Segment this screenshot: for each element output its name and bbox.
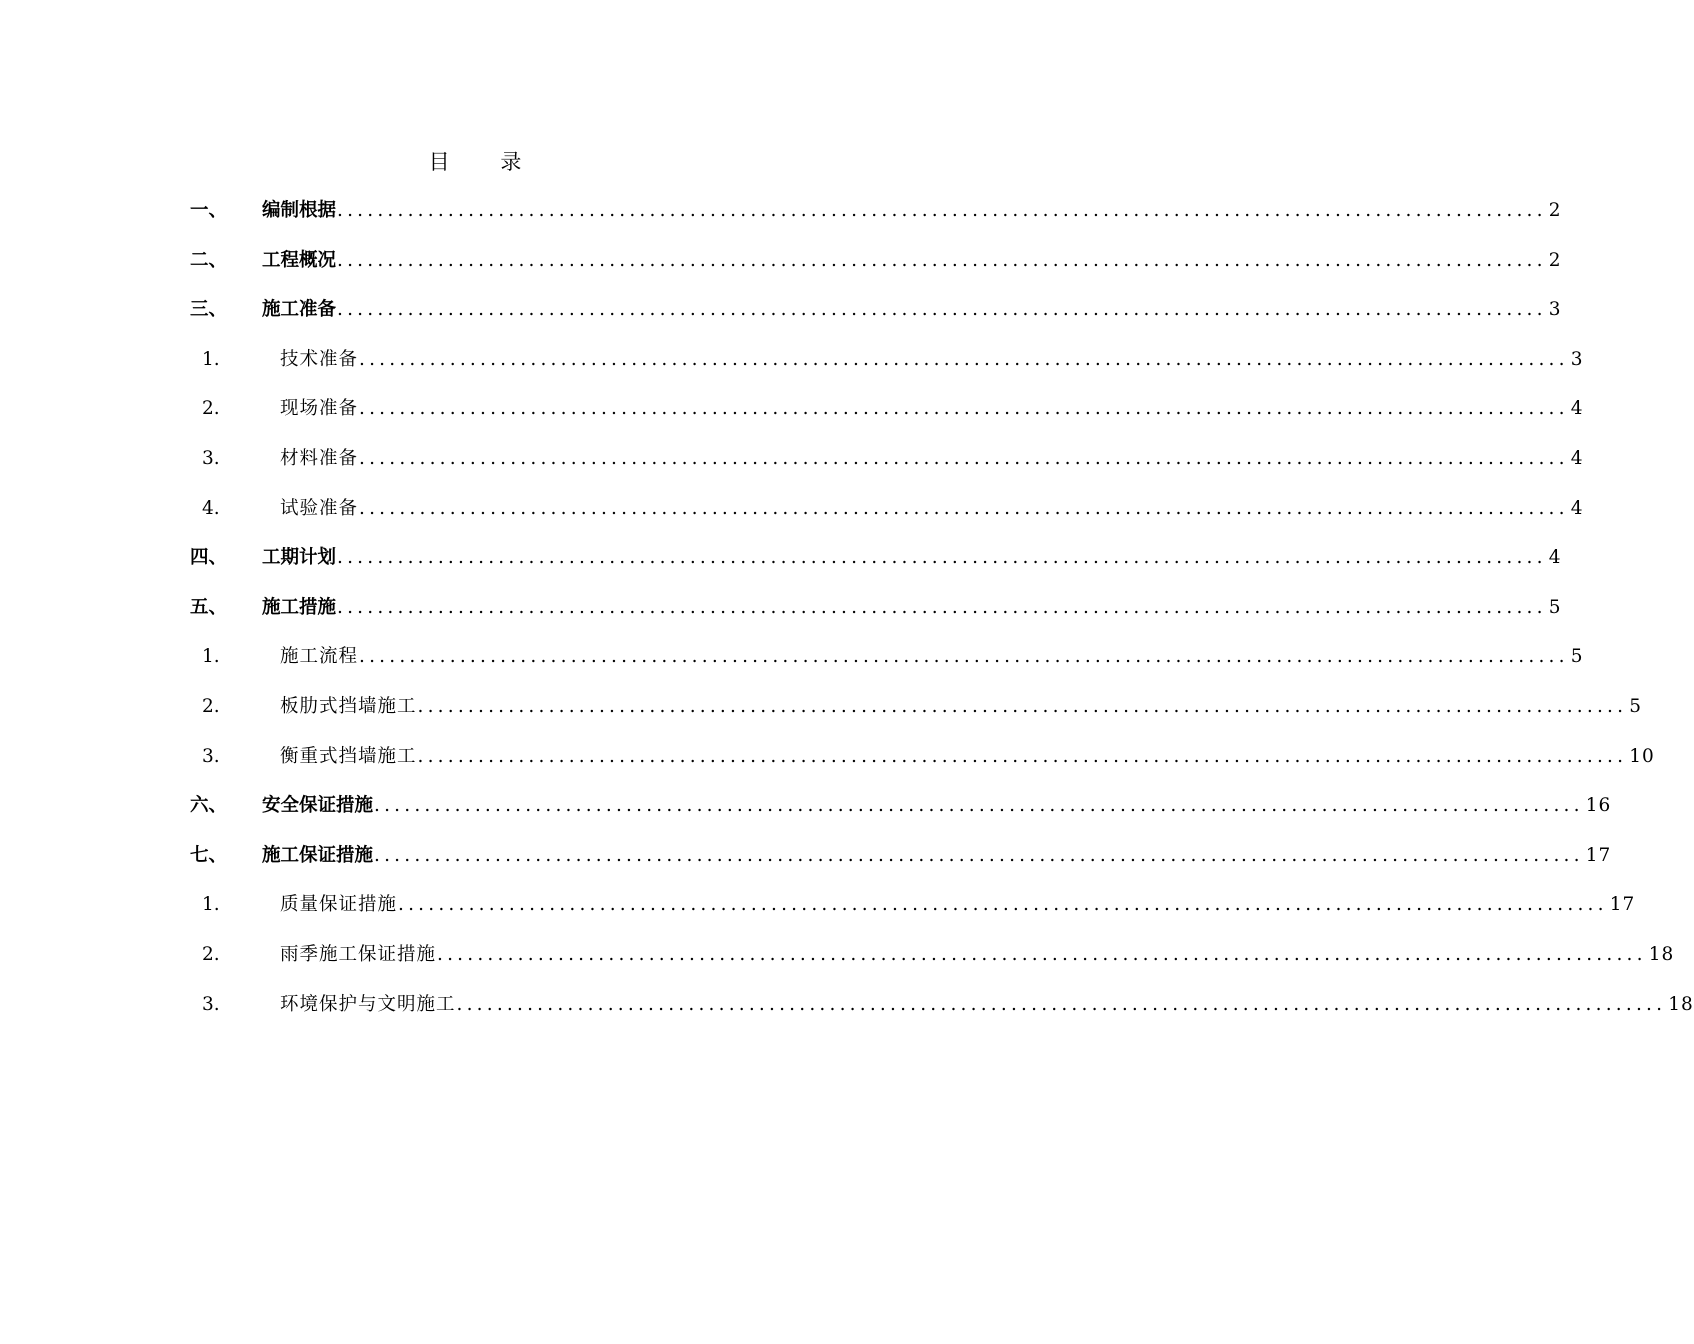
toc-dot-leader: ........................................................................................................................ [359, 398, 1569, 420]
toc-dot-leader: ........................................................................................................................ [337, 547, 1547, 569]
toc-entry-page-number: 5 [1548, 596, 1562, 618]
toc-dot-leader: ........................................................................................................................ [417, 695, 1628, 717]
toc-entry-title: 现场准备 [280, 398, 359, 420]
toc-entry[interactable] [190, 444, 1584, 494]
toc-entry-page-number: 4 [1570, 497, 1584, 519]
toc-entry-number: 3. [202, 745, 220, 767]
toc-entry-title: 安全保证措施 [262, 795, 374, 817]
toc-entry-page-number: 5 [1570, 646, 1584, 668]
toc-entry[interactable] [190, 345, 1584, 395]
toc-dot-leader: ........................................................................................................................ [359, 348, 1569, 370]
toc-entry-number: 1. [202, 894, 220, 916]
toc-entry[interactable] [190, 841, 1612, 891]
toc-dot-leader: ........................................................................................................................ [398, 894, 1608, 916]
toc-entry[interactable] [190, 940, 1675, 990]
toc-entry[interactable] [190, 642, 1584, 692]
toc-entry-number: 1. [202, 348, 220, 370]
toc-entry-title: 试验准备 [280, 497, 359, 519]
toc-entry-title: 环境保护与文明施工 [280, 993, 456, 1015]
toc-dot-leader: ........................................................................................................................ [359, 646, 1569, 668]
toc-entry[interactable] [190, 295, 1562, 345]
toc-dot-leader: ........................................................................................................................ [374, 795, 1584, 817]
toc-entry-title: 工期计划 [262, 547, 337, 569]
toc-entry-title: 质量保证措施 [280, 894, 398, 916]
toc-entry[interactable] [190, 593, 1562, 643]
toc-entry-number: 一、 [190, 200, 228, 221]
toc-entry-title: 编制根据 [262, 200, 337, 221]
toc-entry[interactable] [190, 543, 1562, 593]
toc-dot-leader: ........................................................................................................................ [437, 943, 1647, 965]
toc-entry[interactable] [190, 890, 1636, 940]
toc-dot-leader: ........................................................................................................................ [359, 497, 1569, 519]
toc-entry-number: 4. [202, 497, 220, 519]
toc-entry-page-number: 17 [1609, 894, 1636, 916]
toc-entry-page-number: 10 [1629, 745, 1655, 767]
toc-dot-leader: ........................................................................................................................ [337, 596, 1547, 618]
toc-entry-number: 二、 [190, 249, 228, 271]
toc-entry-number: 1. [202, 646, 220, 668]
toc-entry-title: 材料准备 [280, 447, 359, 469]
toc-entry[interactable] [190, 742, 1655, 792]
toc-entry[interactable] [190, 791, 1612, 841]
toc-entry-number: 五、 [190, 596, 228, 618]
toc-entry-page-number: 17 [1585, 844, 1612, 866]
toc-dot-leader: ........................................................................................................................ [456, 993, 1667, 1015]
toc-entry-page-number: 4 [1570, 398, 1584, 420]
toc-entry-number: 四、 [190, 547, 228, 569]
toc-entry[interactable] [190, 394, 1584, 444]
toc-entry-number: 3. [202, 447, 220, 469]
toc-entry-title: 施工保证措施 [262, 844, 374, 866]
toc-entry[interactable] [190, 990, 1694, 1040]
toc-entry-number: 2. [202, 695, 220, 717]
toc-title: 目 录 [428, 150, 544, 174]
toc-entry-number: 七、 [190, 844, 228, 866]
toc-entry-page-number: 4 [1570, 447, 1584, 469]
toc-entry-title: 施工流程 [280, 646, 359, 668]
toc-entry-title: 施工准备 [262, 299, 337, 321]
toc-dot-leader: ........................................................................................................................ [417, 745, 1628, 767]
toc-entry[interactable] [190, 196, 1562, 246]
toc-entry-page-number: 18 [1648, 943, 1675, 965]
toc-entry-page-number: 16 [1585, 795, 1612, 817]
toc-dot-leader: ........................................................................................................................ [359, 447, 1569, 469]
toc-entry-page-number: 18 [1668, 993, 1694, 1015]
toc-entry[interactable] [190, 246, 1562, 296]
toc-entry[interactable] [190, 494, 1584, 544]
toc-dot-leader: ........................................................................................................................ [337, 249, 1547, 271]
toc-entry-page-number: 4 [1548, 547, 1562, 569]
toc-entry[interactable] [190, 692, 1642, 742]
toc-entry-page-number: 2 [1548, 200, 1562, 221]
toc-entry-title: 雨季施工保证措施 [280, 943, 437, 965]
toc-dot-leader: ........................................................................................................................ [337, 200, 1547, 221]
toc-entry-number: 2. [202, 943, 220, 965]
table-of-contents [190, 196, 1694, 1039]
toc-entry-title: 衡重式挡墙施工 [280, 745, 417, 767]
toc-entry-number: 3. [202, 993, 220, 1015]
toc-dot-leader: ........................................................................................................................ [374, 844, 1584, 866]
toc-entry-number: 六、 [190, 795, 228, 817]
toc-entry-page-number: 2 [1548, 249, 1562, 271]
toc-entry-number: 2. [202, 398, 220, 420]
toc-entry-title: 板肋式挡墙施工 [280, 695, 417, 717]
toc-entry-page-number: 5 [1629, 695, 1642, 717]
toc-entry-number: 三、 [190, 299, 228, 321]
toc-entry-page-number: 3 [1548, 299, 1562, 321]
toc-entry-page-number: 3 [1570, 348, 1584, 370]
toc-entry-title: 施工措施 [262, 596, 337, 618]
toc-entry-title: 工程概况 [262, 249, 337, 271]
toc-dot-leader: ........................................................................................................................ [337, 299, 1547, 321]
toc-entry-title: 技术准备 [280, 348, 359, 370]
